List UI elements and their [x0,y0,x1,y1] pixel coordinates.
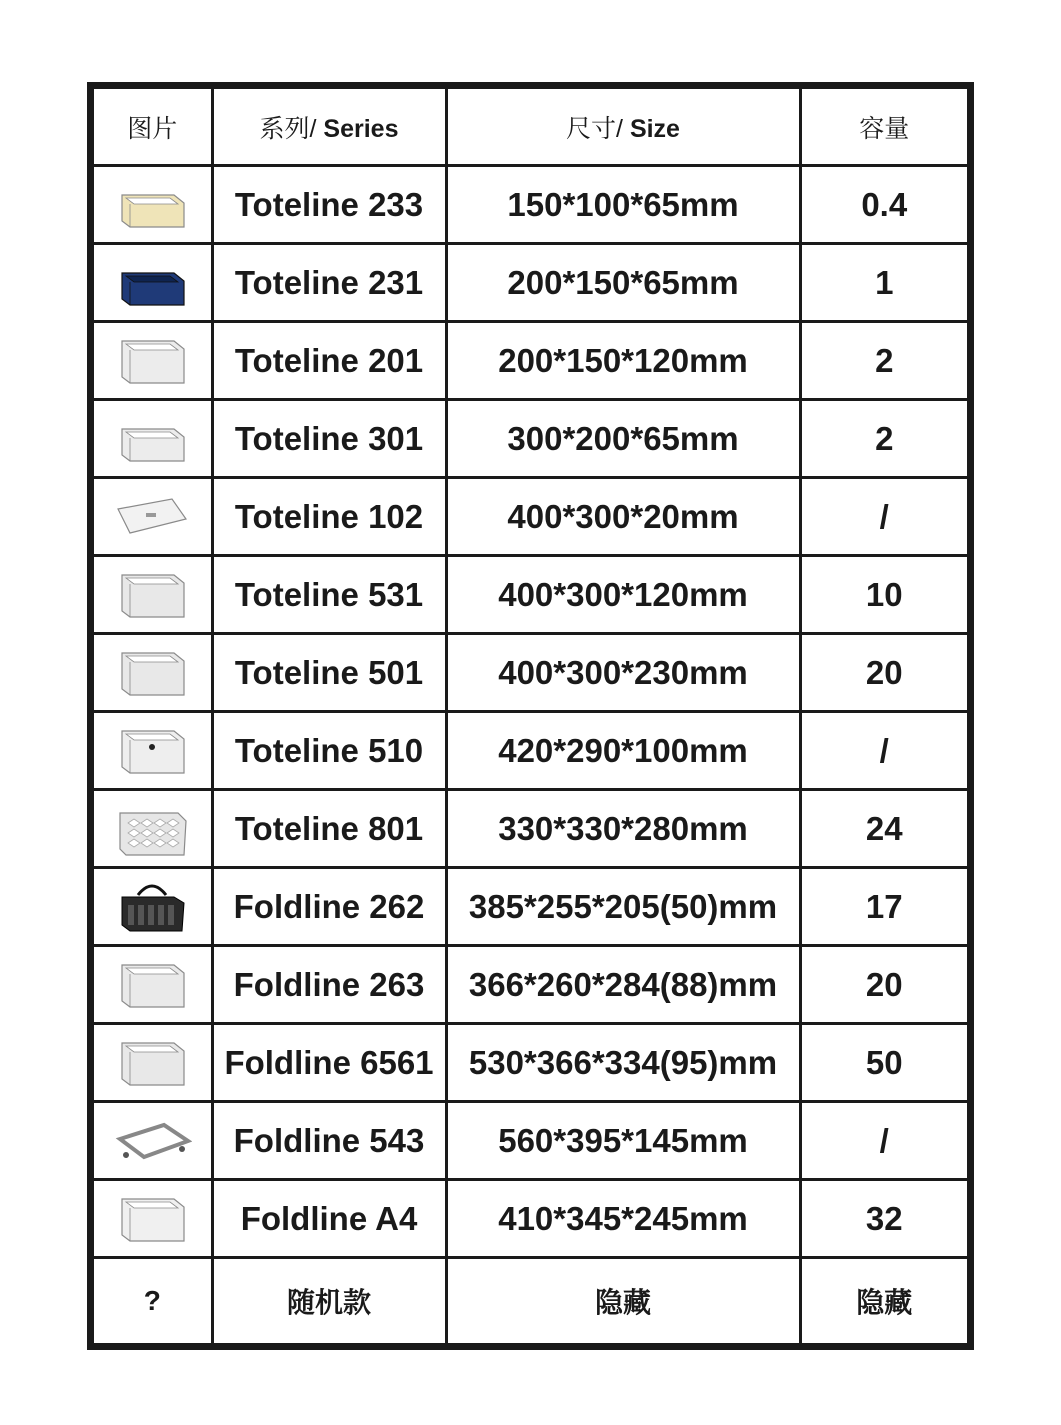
spec-table [94,89,967,1343]
size-cell: 366*260*284(88)mm [446,946,800,1024]
size-cell: 420*290*100mm [446,712,800,790]
white-large-folding-box-icon [112,1033,192,1093]
table-row [94,712,967,790]
size-cell: 150*100*65mm [446,166,800,244]
capacity-cell: 20 [800,634,967,712]
table-row [94,478,967,556]
product-image-cell [94,634,212,712]
capacity-cell: 17 [800,868,967,946]
random-series-cell: 随机款 [212,1258,446,1344]
capacity-cell: 50 [800,1024,967,1102]
size-cell: 400*300*120mm [446,556,800,634]
header-series: 系列/ Series [212,89,446,166]
table-row [94,868,967,946]
series-cell: Foldline 6561 [212,1024,446,1102]
header-row [94,89,967,166]
capacity-cell: 20 [800,946,967,1024]
capacity-cell: 0.4 [800,166,967,244]
capacity-cell: 24 [800,790,967,868]
series-cell: Foldline 262 [212,868,446,946]
size-cell: 530*366*334(95)mm [446,1024,800,1102]
product-image-cell [94,946,212,1024]
capacity-cell: 32 [800,1180,967,1258]
size-cell: 385*255*205(50)mm [446,868,800,946]
size-cell: 300*200*65mm [446,400,800,478]
size-cell: 400*300*20mm [446,478,800,556]
table-row [94,946,967,1024]
series-cell: Toteline 301 [212,400,446,478]
size-cell: 560*395*145mm [446,1102,800,1180]
capacity-cell: 10 [800,556,967,634]
white-crate-icon [112,565,192,625]
white-mesh-crate-icon [112,799,192,859]
size-cell: 400*300*230mm [446,634,800,712]
series-cell: Toteline 510 [212,712,446,790]
product-image-cell [94,244,212,322]
header-pic: 图片 [94,89,212,166]
capacity-cell: 2 [800,400,967,478]
series-cell: Toteline 531 [212,556,446,634]
series-cell: Toteline 501 [212,634,446,712]
size-cell: 200*150*120mm [446,322,800,400]
white-folding-box-icon [112,955,192,1015]
table-row [94,400,967,478]
white-shallow-tray-icon [112,409,192,469]
product-image-cell [94,712,212,790]
size-cell: 410*345*245mm [446,1180,800,1258]
product-image-cell [94,1180,212,1258]
random-item-row [94,1258,967,1344]
black-folding-basket-icon [112,877,192,937]
product-image-cell [94,868,212,946]
table-row [94,634,967,712]
series-cell: Toteline 233 [212,166,446,244]
table-row [94,1024,967,1102]
white-lid-icon [112,487,192,547]
product-image-cell [94,1024,212,1102]
series-cell: Toteline 102 [212,478,446,556]
size-cell: 200*150*65mm [446,244,800,322]
series-cell: Toteline 801 [212,790,446,868]
hidden-size-cell: 隐藏 [446,1258,800,1344]
product-image-cell [94,790,212,868]
hidden-capacity-cell: 隐藏 [800,1258,967,1344]
white-tall-crate-icon [112,643,192,703]
silver-frame-cart-icon [112,1111,192,1171]
product-spec-table [87,82,974,1350]
header-capacity: 容量 [800,89,967,166]
cream-small-tray-icon [112,175,192,235]
white-lidded-box-icon [112,721,192,781]
series-cell: Foldline 543 [212,1102,446,1180]
product-image-cell [94,166,212,244]
navy-tray-icon [112,253,192,313]
table-row [94,322,967,400]
table-row [94,166,967,244]
series-cell: Foldline 263 [212,946,446,1024]
product-image-cell [94,478,212,556]
table-row [94,1180,967,1258]
product-image-cell [94,322,212,400]
series-cell: Toteline 201 [212,322,446,400]
product-image-cell [94,556,212,634]
table-row [94,244,967,322]
capacity-cell: / [800,1102,967,1180]
table-row [94,1102,967,1180]
question-mark: ? [94,1258,212,1344]
product-image-cell [94,400,212,478]
white-a4-folding-box-icon [112,1189,192,1249]
table-row [94,556,967,634]
capacity-cell: / [800,478,967,556]
series-cell: Toteline 231 [212,244,446,322]
table-row [94,790,967,868]
series-cell: Foldline A4 [212,1180,446,1258]
product-image-cell [94,1102,212,1180]
capacity-cell: / [800,712,967,790]
header-size: 尺寸/ Size [446,89,800,166]
capacity-cell: 1 [800,244,967,322]
white-box-icon [112,331,192,391]
size-cell: 330*330*280mm [446,790,800,868]
capacity-cell: 2 [800,322,967,400]
